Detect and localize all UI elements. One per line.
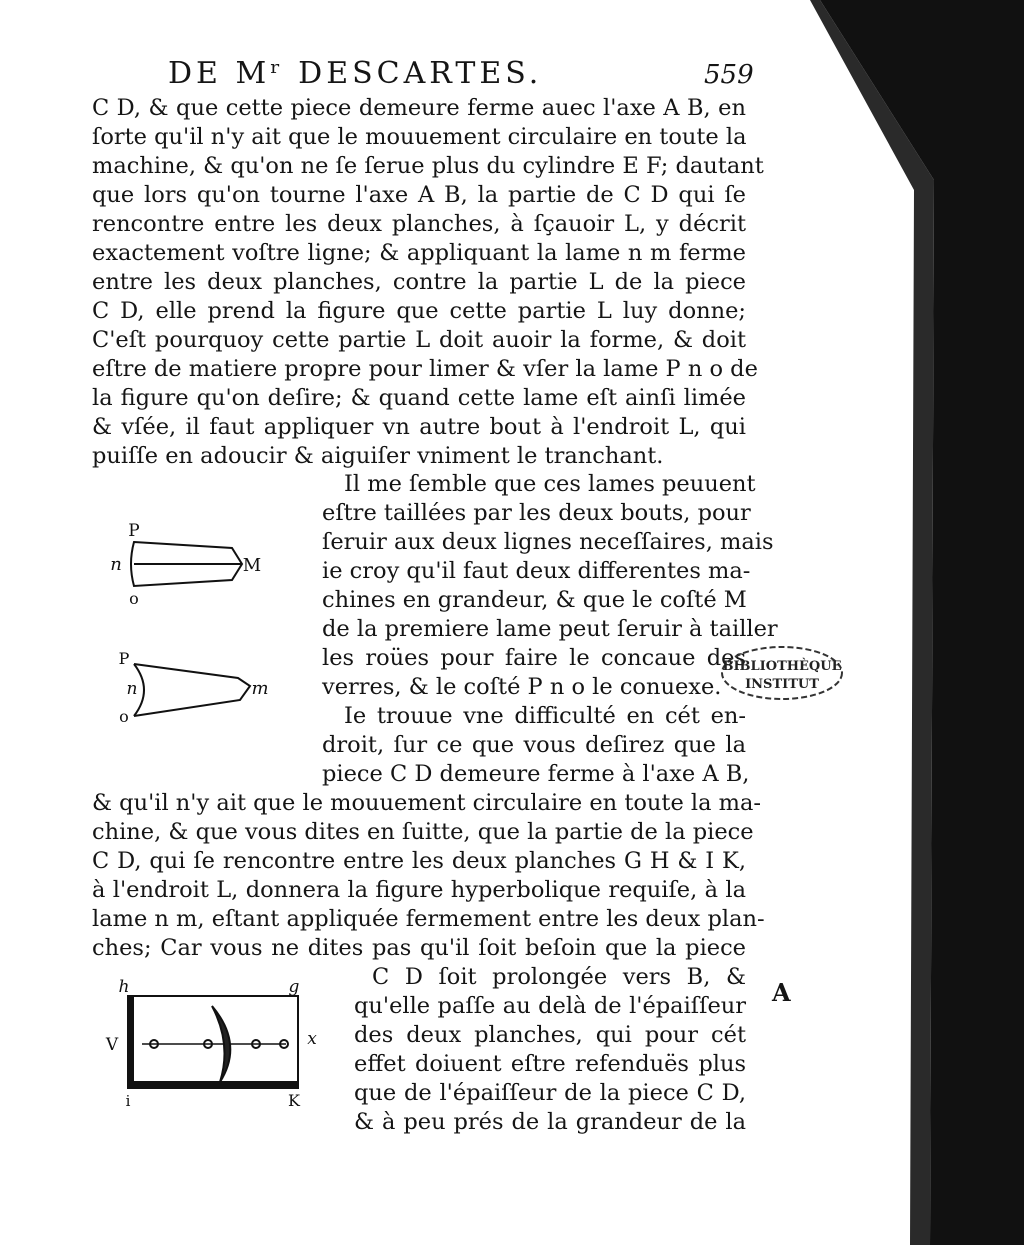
label-n: n: [110, 554, 122, 575]
text-line: eſtre taillées par les deux bouts, pour: [322, 500, 751, 526]
text-line: & à peu prés de la grandeur de la: [354, 1109, 746, 1135]
label-m: M: [242, 555, 262, 576]
text-line: la figure qu'on deſire; & quand cette lame eſt ainſi limée: [92, 385, 746, 411]
text-line: ſorte qu'il n'y ait que le mouuement circulaire en toute la: [92, 124, 747, 150]
stamp-line-1: BIBLIOTHÈQUE: [722, 659, 842, 674]
text-line: chine, & que vous dites en ſuitte, que la partie de la piece: [92, 819, 754, 845]
text-line: chines en grandeur, & que le coſté M: [322, 587, 747, 613]
text-line: entre les deux planches, contre la partie L de la piece: [92, 269, 746, 295]
text-line: de la premiere lame peut ſeruir à tailler: [322, 616, 778, 642]
text-line: & qu'il n'y ait que le mouuement circulaire en toute la ma-: [92, 790, 762, 816]
figure-machine: [98, 978, 328, 1108]
text-line: C D, qui ſe rencontre entre les deux planches G H & I K,: [92, 848, 746, 874]
label-i: i: [125, 1092, 131, 1108]
page-number: 559: [704, 60, 754, 90]
label-g: g: [288, 978, 300, 997]
text-line: C D ſoit prolongée vers B, &: [372, 964, 746, 990]
text-line: & vſée, il faut appliquer vn autre bout à l'endroit L, qui: [92, 414, 746, 440]
label-h: h: [118, 978, 130, 997]
text-line: C'eſt pourquoy cette partie L doit auoir la forme, & doit: [92, 327, 746, 353]
text-line: droit, ſur ce que vous deſirez que la: [322, 732, 746, 758]
text-line: que de l'épaiſſeur de la piece C D,: [354, 1080, 746, 1106]
text-line: rencontre entre les deux planches, à ſçauoir L, y décrit: [92, 211, 746, 237]
text-line: exactement voſtre ligne; & appliquant la lame n m ferme: [92, 240, 746, 266]
text-line: à l'endroit L, donnera la figure hyperbolique requiſe, à la: [92, 877, 746, 903]
figure-blade-1: [104, 520, 274, 610]
margin-note: A: [772, 978, 791, 1007]
label-k: K: [288, 1091, 300, 1108]
text-line: verres, & le coſté P n o le conuexe.: [322, 674, 722, 700]
text-line: C D, elle prend la figure que cette partie L luy donne;: [92, 298, 746, 324]
label-p: P: [118, 649, 130, 668]
page-header: [168, 56, 768, 96]
stamp-line-2: INSTITUT: [745, 677, 819, 692]
text-line: ie croy qu'il faut deux differentes ma-: [322, 558, 751, 584]
label-m: m: [251, 678, 269, 699]
text-line: ſeruir aux deux lignes neceſſaires, mais: [322, 529, 774, 555]
label-p: P: [128, 521, 140, 541]
text-line: les roües pour faire le concaue des: [322, 645, 746, 671]
text-line: piece C D demeure ferme à l'axe A B,: [322, 761, 750, 787]
page-edge-shadow: [800, 0, 1024, 1245]
label-o: o: [119, 707, 129, 726]
text-line: Ie trouue vne difficulté en cét en-: [344, 703, 746, 729]
running-head: DE Mʳ DESCARTES.: [168, 56, 543, 91]
text-line: C D, & que cette piece demeure ferme auec l'axe A B, en: [92, 95, 746, 121]
text-line: ches; Car vous ne dites pas qu'il ſoit beſoin que la piece: [92, 935, 746, 961]
text-line: eſtre de matiere propre pour limer & vſer la lame P n o de: [92, 356, 758, 382]
text-line: lame n m, eſtant appliquée fermement entre les deux plan-: [92, 906, 765, 932]
figure-blade-2: [110, 648, 280, 728]
label-o: o: [129, 589, 139, 608]
text-line: machine, & qu'on ne ſe ſerue plus du cylindre E F; dautant: [92, 153, 764, 179]
label-n: n: [126, 679, 138, 699]
text-line: puiſſe en adoucir & aiguiſer vniment le tranchant.: [92, 443, 664, 469]
library-stamp: [718, 640, 846, 706]
text-line: qu'elle paſſe au delà de l'épaiſſeur: [354, 993, 746, 1019]
label-x: x: [307, 1029, 317, 1049]
label-v: V: [105, 1035, 119, 1055]
text-line: des deux planches, qui pour cét: [354, 1022, 746, 1048]
text-line: effet doiuent eſtre refenduës plus: [354, 1051, 746, 1077]
text-line: Il me ſemble que ces lames peuuent: [344, 471, 756, 497]
text-line: que lors qu'on tourne l'axe A B, la partie de C D qui ſe: [92, 182, 746, 208]
